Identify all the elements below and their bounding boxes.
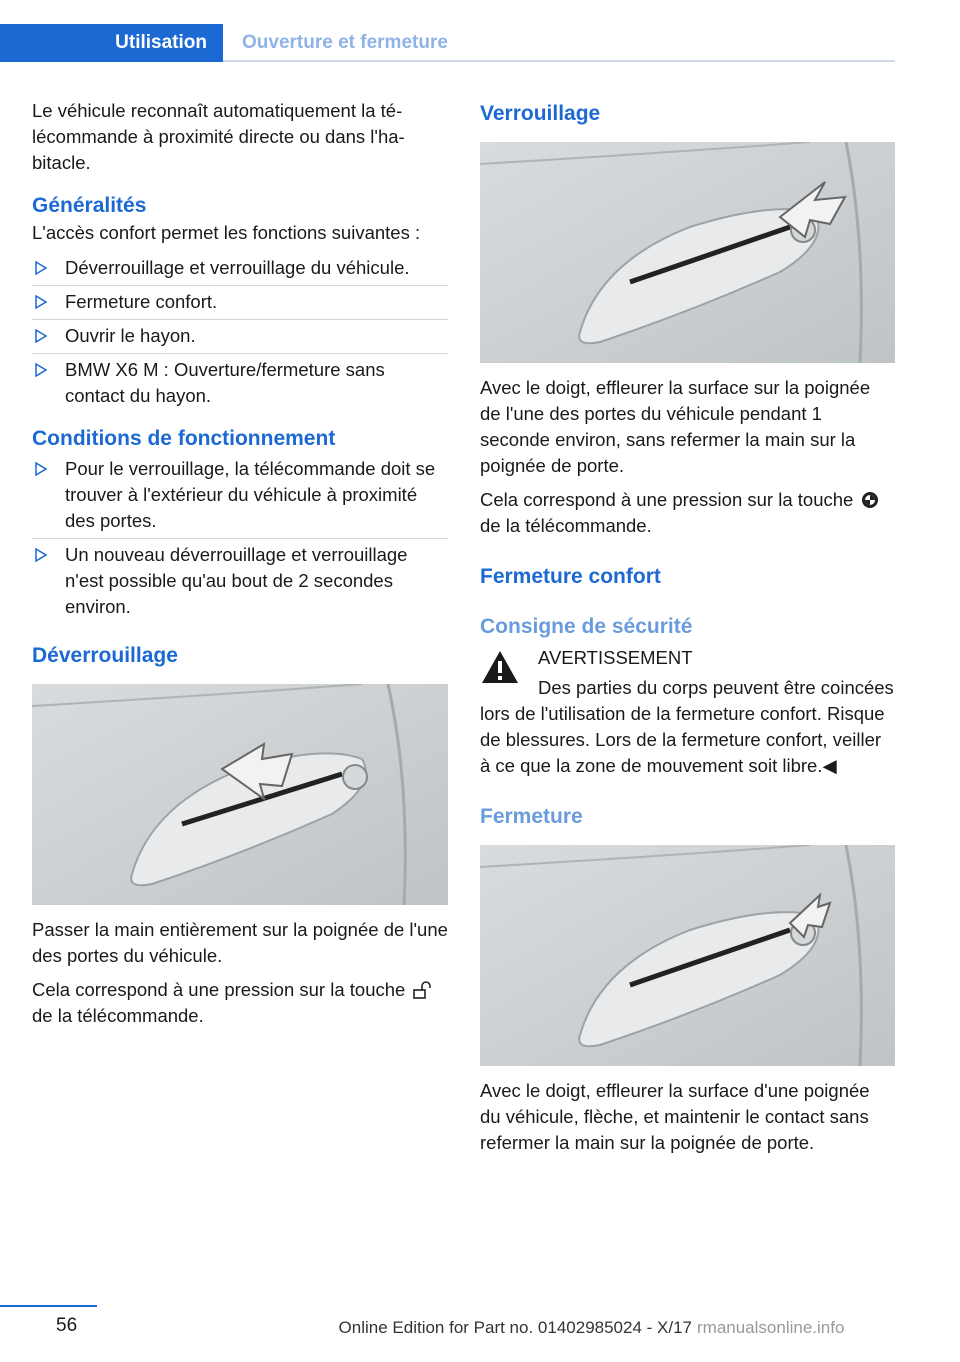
deverrouillage-key-text	[32, 977, 448, 1029]
key-text-after: de la télécommande.	[32, 1005, 204, 1026]
triangle-bullet-icon	[34, 363, 48, 377]
key-text-before: Cela correspond à une pression sur la touche	[480, 489, 854, 510]
triangle-bullet-icon	[34, 329, 48, 343]
section-tab: Ouverture et fermeture	[242, 32, 448, 53]
door-handle-lock-figure	[480, 142, 895, 363]
triangle-bullet-icon	[34, 462, 48, 476]
list-item-text: Ouvrir le hayon.	[65, 325, 196, 346]
deverrouillage-heading: Déverrouillage	[32, 644, 178, 667]
unlock-icon	[412, 981, 432, 999]
list-item-text: Pour le verrouillage, la télécommande doit se trouver à l'extérieur du véhicule à proximité des portes.	[65, 458, 436, 531]
consigne-heading: Consigne de sécurité	[480, 615, 693, 638]
generalites-heading: Généralités	[32, 194, 147, 217]
door-handle-illustration	[480, 142, 895, 363]
page-number: 56	[56, 1315, 78, 1336]
list-item-text: BMW X6 M : Ouverture/fermeture sans contact du hayon.	[65, 359, 385, 406]
triangle-bullet-icon	[34, 261, 48, 275]
list-item-text: Un nouveau déverrouillage et verrouillage n'est possible qu'au bout de 2 secondes environ.	[65, 544, 408, 617]
header-bar	[0, 24, 895, 62]
conditions-heading: Conditions de fonctionnement	[32, 427, 336, 450]
header-divider	[223, 60, 895, 62]
left-column	[32, 98, 448, 1029]
fermeture-heading: Fermeture	[480, 805, 583, 828]
verrouillage-key-text	[480, 487, 895, 539]
list-item-text: Déverrouillage et verrouillage du véhicule.	[65, 257, 410, 278]
bmw-logo-icon	[860, 491, 880, 509]
list-item	[32, 252, 448, 286]
warning-triangle-icon	[480, 649, 520, 685]
footer-edition: Online Edition for Part no. 01402985024 - X/17	[338, 1318, 692, 1337]
right-column	[480, 100, 895, 1156]
warning-text-content: Des parties du corps peuvent être coincées lors de l'utilisation de la fermeture confort. Risque de blessures. Lors de la fermeture confort, veiller à ce que la zone de mouvement soit libre.◀	[480, 677, 894, 776]
generalites-text: L'accès confort permet les fonctions suivantes :	[32, 222, 421, 243]
warning-text	[480, 675, 895, 779]
list-item	[32, 354, 448, 413]
fermeture-text: Avec le doigt, effleurer la surface d'une poignée du véhicule, flèche, et maintenir le contact sans refermer la main sur la poignée de porte.	[480, 1080, 870, 1153]
list-item-text: Fermeture confort.	[65, 291, 218, 312]
door-handle-unlock-figure	[32, 684, 448, 905]
conditions-list	[32, 453, 448, 624]
generalites-list	[32, 252, 448, 413]
door-handle-illustration	[480, 845, 895, 1066]
list-item	[32, 453, 448, 539]
key-text-after: de la télécommande.	[480, 515, 652, 536]
deverrouillage-text: Passer la main entièrement sur la poignée de l'une des portes du véhicule.	[32, 919, 448, 966]
footer-divider	[0, 1305, 97, 1307]
warning-label: AVERTISSEMENT	[538, 647, 693, 668]
footer-watermark: rmanualsonline.info	[697, 1318, 845, 1337]
list-item	[32, 286, 448, 320]
verrouillage-text: Avec le doigt, effleurer la surface sur la poignée de l'une des portes du véhicule pendant 1 seconde environ, sans refermer la main sur la poignée de porte.	[480, 377, 871, 476]
triangle-bullet-icon	[34, 548, 48, 562]
door-handle-close-figure	[480, 845, 895, 1066]
verrouillage-heading: Verrouillage	[480, 102, 601, 125]
door-handle-illustration	[32, 684, 448, 905]
fermeture-confort-heading: Fermeture confort	[480, 565, 661, 588]
list-item	[32, 320, 448, 354]
warning-block	[480, 645, 895, 671]
chapter-tab: Utilisation	[0, 24, 223, 62]
key-text-before: Cela correspond à une pression sur la touche	[32, 979, 406, 1000]
intro-paragraph: Le véhicule reconnaît automatiquement la télécommande à proximité directe ou dans l'habitacle.	[32, 100, 405, 173]
triangle-bullet-icon	[34, 295, 48, 309]
list-item	[32, 539, 448, 624]
